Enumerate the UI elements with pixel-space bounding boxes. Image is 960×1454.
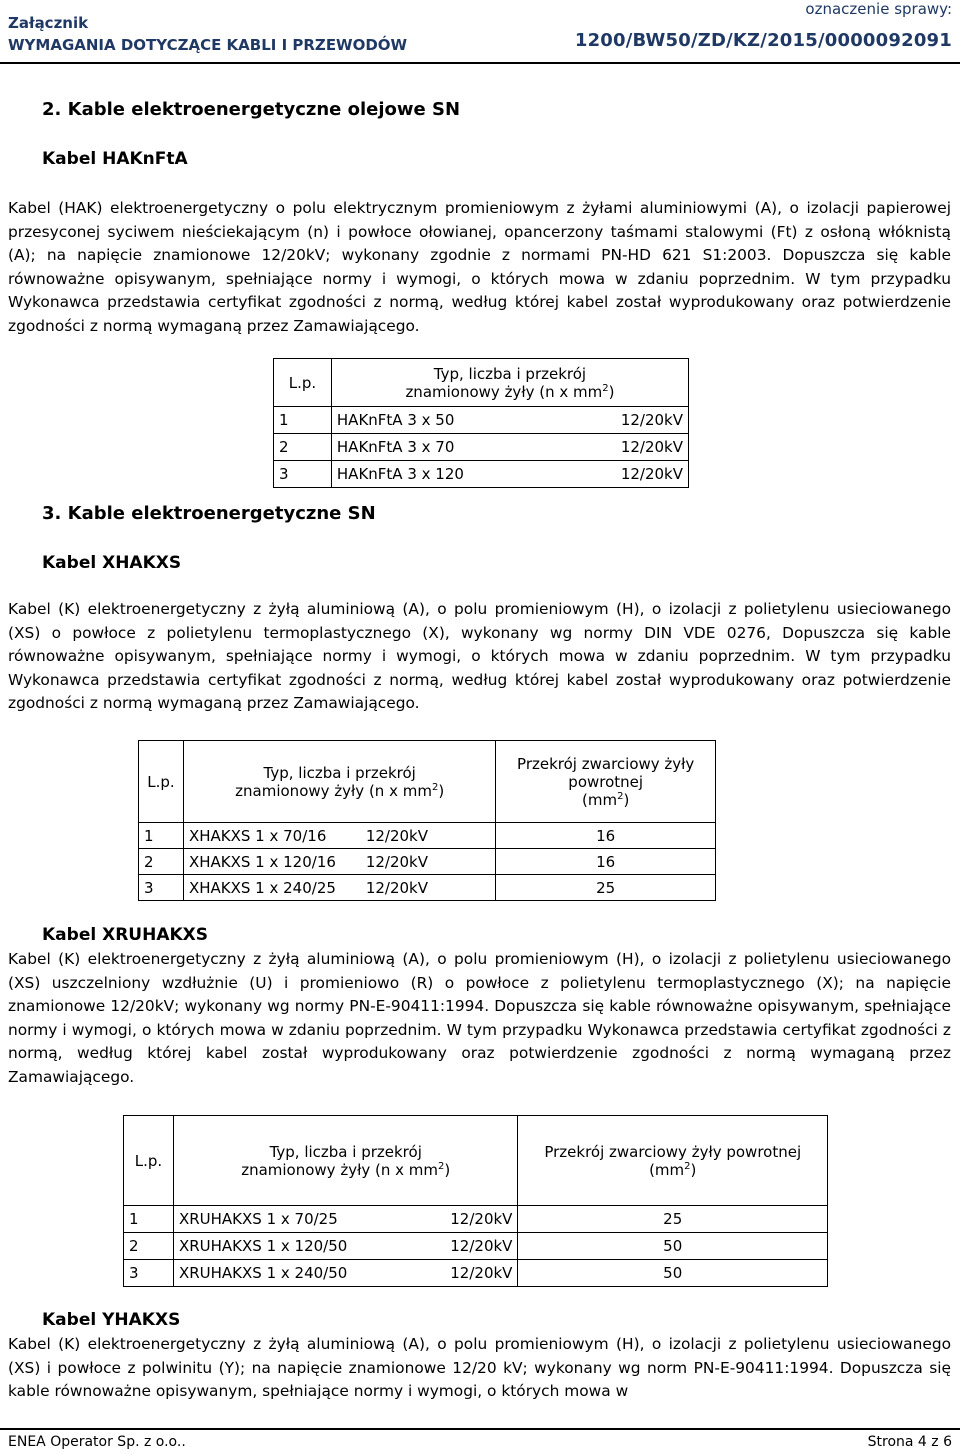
col-return-header: Przekrój zwarciowy żyły powrotnej $(mm^2)$: [518, 1116, 828, 1206]
xruhakxs-description: Kabel (K) elektroenergetyczny z żyłą aluminiową (A), o polu promieniowym (H), o izolacji z polietylenu usieciowanego (XS) uszczelniony wzdłużnie (U) i promieniowo (R) o powłoce z polietylenu termoplastycznego (X); na napięcie znamionowe 12/20kV; wykonany wg normy PN-E-90411:1994. Dopuszcza się kable równoważne opisywanym, spełniające normy i wymogi, o których mowa w zdaniu poprzednim. W tym przypadku Wykonawca przedstawia certyfikat zgodności z normą, według której kabel został wyprodukowany oraz potwierdzenie zgodności z normą wymaganą przez Zamawiającego.: [8, 950, 951, 1086]
document-title: WYMAGANIA DOTYCZĄCE KABLI I PRZEWODÓW: [8, 36, 408, 54]
table-row: 2 XHAKXS 1 x 120/16 12/20kV 16: [139, 849, 716, 875]
xruhakxs-table: [123, 1115, 828, 1287]
annex-label: Załącznik: [8, 14, 89, 32]
table-row: 3 XHAKXS 1 x 240/25 12/20kV 25: [139, 875, 716, 901]
table-header-row: [139, 741, 716, 823]
col-type-header: Typ, liczba i przekrój znamionowy żyły (n x $mm^2$): [331, 359, 688, 407]
section-2-heading: 2. Kable elektroenergetyczne olejowe SN: [42, 99, 461, 120]
table-row: 3 HAKnFtA 3 x 120 12/20kV: [274, 461, 689, 488]
haknfta-description: Kabel (HAK) elektroenergetyczny o polu elektrycznym promieniowym z żyłami aluminiowymi (A), o izolacji papierowej przesyconej syciwem nieściekającym (n) i powłoce ołowianej, opancerzony taśmami stalowymi (Ft) z osłoną włóknistą (A); na napięcie znamionowe 12/20kV; wykonany zgodnie z normami PN-HD 621 S1:2003. Dopuszcza się kable równoważne opisywanym, spełniające normy i wymogi, o których mowa w zdaniu poprzednim. W tym przypadku Wykonawca przedstawia certyfikat zgodności z normą, według której kabel został wyprodukowany oraz potwierdzenie zgodności z normą wymaganą przez Zamawiającego.: [8, 199, 951, 335]
col-lp-header: L.p.: [139, 741, 184, 823]
haknfta-table: [273, 358, 689, 488]
table-row: 3 XRUHAKXS 1 x 240/50 12/20kV 50: [124, 1260, 828, 1287]
col-lp-header: L.p.: [124, 1116, 174, 1206]
xhakxs-table: [138, 740, 716, 901]
yhakxs-title: Kabel YHAKXS: [42, 1310, 181, 1330]
haknfta-title: Kabel HAKnFtA: [42, 149, 188, 169]
yhakxs-description: Kabel (K) elektroenergetyczny z żyłą aluminiową (A), o polu promieniowym (H), o izolacji z polietylenu usieciowanego (XS) i powłoce z polwinitu (Y); na napięcie znamionowe 12/20 kV; wykonany wg norm PN-E-90411:1994. Dopuszcza się kable równoważne opisywanym, spełniające normy i wymogi, o których mowa w: [8, 1335, 951, 1400]
xhakxs-description: Kabel (K) elektroenergetyczny z żyłą aluminiową (A), o polu promieniowym (H), o izolacji z polietylenu usieciowanego (XS) o powłoce z polietylenu termoplastycznego (X), wykonany wg normy DIN VDE 0276, Dopuszcza się kable równoważne opisywanym, spełniające normy i wymogi, o których mowa w zdaniu poprzednim. W tym przypadku Wykonawca przedstawia certyfikat zgodności z normą, według której kabel został wyprodukowany oraz potwierdzenie zgodności z normą wymaganą przez Zamawiającego.: [8, 600, 951, 712]
section-3-heading: 3. Kable elektroenergetyczne SN: [42, 503, 376, 524]
col-return-header: Przekrój zwarciowy żyły powrotnej $(mm^2)$: [496, 741, 716, 823]
table-header-row: [124, 1116, 828, 1206]
case-number: 1200/BW50/ZD/KZ/2015/0000092091: [574, 30, 952, 51]
col-lp-header: L.p.: [274, 359, 332, 407]
xhakxs-title: Kabel XHAKXS: [42, 553, 182, 573]
table-row: 2 XRUHAKXS 1 x 120/50 12/20kV 50: [124, 1233, 828, 1260]
table-row: 1 XRUHAKXS 1 x 70/25 12/20kV 25: [124, 1206, 828, 1233]
col-type-header: Typ, liczba i przekrój znamionowy żyły (n x $mm^2$): [173, 1116, 517, 1206]
table-row: 2 HAKnFtA 3 x 70 12/20kV: [274, 434, 689, 461]
case-label: oznaczenie sprawy:: [805, 0, 952, 18]
col-type-header: Typ, liczba i przekrój znamionowy żyły (n x $mm^2$): [183, 741, 495, 823]
page-header: [0, 0, 960, 64]
table-header-row: [274, 359, 689, 407]
page-footer: [0, 1428, 960, 1454]
company-name: ENEA Operator Sp. z o.o..: [8, 1434, 186, 1450]
table-row: 1 XHAKXS 1 x 70/16 12/20kV 16: [139, 823, 716, 849]
xruhakxs-title: Kabel XRUHAKXS: [42, 925, 208, 945]
table-row: 1 HAKnFtA 3 x 50 12/20kV: [274, 407, 689, 434]
page-number: Strona 4 z 6: [867, 1434, 952, 1450]
